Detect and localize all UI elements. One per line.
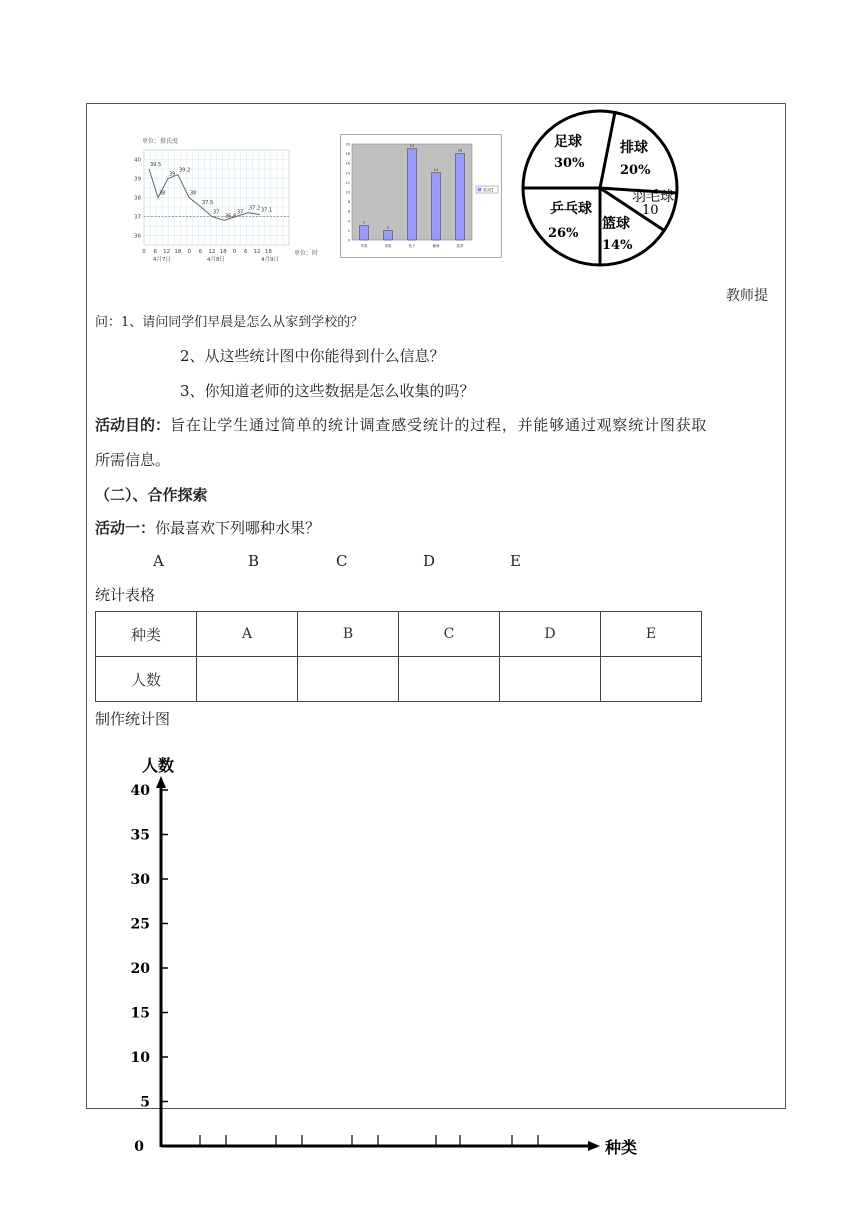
lc-x-tick: 0 [142, 249, 146, 255]
y-tick-label: 10 [130, 1050, 150, 1066]
bc-data-label: 18 [457, 148, 463, 153]
bc-category: 葡萄 [432, 244, 440, 248]
option-c: C [336, 552, 348, 570]
lc-data-label: 38 [159, 190, 166, 197]
lc-date: 4月9日 [261, 257, 279, 263]
table-cell: C [399, 612, 500, 657]
bc-y-tick: 16 [345, 161, 350, 166]
lc-y-tick: 40 [134, 157, 141, 164]
activity-1 [95, 518, 320, 538]
bc-category: 香蕉 [384, 244, 392, 248]
question-1: 问：1、请问同学们早晨是怎么从家到学校的？ [95, 315, 364, 330]
pie-pct-football: 30% [554, 156, 585, 171]
y-tick-label: 35 [130, 827, 150, 844]
pie-label-basketball: 篮球 [602, 216, 630, 232]
lc-x-tick: 6 [243, 249, 248, 255]
bc-data-label: 3 [362, 220, 366, 225]
y-tick-label: 20 [130, 961, 150, 977]
lc-x-tick: 0 [232, 249, 237, 255]
bc-category: 苹果 [360, 244, 368, 248]
question-3: 3、你知道老师的这些数据是怎么收集的吗？ [180, 382, 475, 400]
y-tick-label: 40 [130, 783, 150, 799]
option-e: E [510, 552, 521, 570]
option-b: B [248, 552, 260, 570]
bc-data-label: 19 [409, 143, 415, 148]
sports-pie-chart [518, 106, 686, 268]
table-cell [601, 657, 702, 702]
stat-table [95, 611, 702, 702]
lc-x-tick: 12 [163, 249, 171, 255]
lc-data-label: 36.8 [225, 213, 237, 220]
lc-x-tick: 18 [264, 249, 272, 255]
bc-bar [384, 230, 393, 240]
bc-y-tick: 20 [345, 142, 350, 147]
lc-x-tick: 18 [219, 249, 227, 255]
bc-y-tick: 14 [345, 171, 350, 176]
lc-data-label: 39 [169, 171, 176, 178]
table-cell [399, 657, 500, 702]
table-row [96, 657, 702, 702]
lc-date: 4月8日 [207, 257, 225, 263]
pie-pct-basketball: 14% [602, 238, 633, 253]
table-cell [197, 657, 298, 702]
activity-1-label: 活动一： [95, 519, 156, 537]
option-d: D [423, 552, 436, 570]
pie-pct-pingpong: 26% [548, 226, 579, 241]
activity-1-text: 你最喜欢下列哪种水果？ [155, 519, 321, 537]
bc-data-label: 2 [386, 225, 390, 230]
bc-y-tick: 18 [345, 152, 350, 157]
lc-unit-x: 单位：时 [294, 250, 319, 257]
bc-bar [408, 149, 417, 240]
bc-y-tick: 6 [347, 209, 350, 214]
y-tick-label: 25 [130, 916, 150, 933]
lc-x-tick: 12 [253, 249, 261, 255]
purpose-label: 活动目的： [95, 416, 171, 434]
pie-label-football: 足球 [554, 134, 582, 150]
lc-x-tick: 6 [153, 249, 158, 255]
lc-data-label: 37 [213, 209, 220, 216]
lc-y-tick: 38 [134, 195, 141, 202]
table-title: 统计表格 [95, 586, 156, 604]
bc-category: 菠萝 [456, 244, 464, 248]
bc-bar [360, 226, 369, 240]
table-cell: D [500, 612, 601, 657]
pie-pct-badminton: 10 [642, 203, 659, 218]
table-header-count: 人数 [96, 657, 197, 702]
table-cell: B [298, 612, 399, 657]
bc-bar [432, 173, 441, 240]
axis-ylabel: 人数 [142, 756, 175, 775]
bc-y-tick: 12 [345, 180, 350, 185]
purpose-line-1: 旨在让学生通过简单的统计调查感受统计的过程，并能够通过观察统计图获取 [170, 416, 708, 434]
lc-y-tick: 37 [134, 214, 141, 221]
y-tick-label: 15 [130, 1005, 150, 1022]
bc-y-tick: 2 [347, 228, 350, 233]
lc-x-tick: 18 [174, 249, 182, 255]
bc-y-tick: 8 [347, 200, 350, 205]
chart-title: 制作统计图 [95, 710, 171, 728]
fruit-bar-chart [340, 134, 502, 258]
option-a: A [153, 552, 164, 570]
bc-y-tick: 10 [345, 190, 350, 195]
teacher-prompt: 教师提 [726, 288, 768, 304]
lc-x-tick: 6 [198, 249, 203, 255]
table-header-kind: 种类 [96, 612, 197, 657]
bc-data-label: 14 [433, 167, 439, 172]
lc-data-label: 39.5 [150, 162, 162, 168]
question-2: 2、从这些统计图中你能得到什么信息？ [180, 347, 445, 365]
lc-data-label: 37.2 [249, 205, 261, 212]
y-tick-label: 0 [134, 1139, 144, 1155]
lc-y-tick: 36 [134, 233, 141, 240]
pie-label-badminton: 羽毛球 [632, 189, 674, 205]
lc-data-label: 39.2 [179, 167, 191, 174]
lc-x-tick: 0 [187, 249, 191, 255]
pie-pct-volleyball: 20% [620, 163, 651, 178]
bc-bar [456, 154, 465, 240]
x-axis-arrow [588, 1141, 600, 1151]
table-cell [298, 657, 399, 702]
section-heading: （二）、合作探索 [95, 486, 208, 504]
purpose-line-2: 所需信息。 [95, 451, 171, 469]
blank-axis-chart [120, 750, 650, 1170]
y-axis-arrow [156, 776, 166, 788]
lc-date: 4月7日 [153, 257, 171, 263]
table-cell: E [601, 612, 702, 657]
lc-y-tick: 39 [134, 176, 141, 183]
table-row [96, 612, 702, 657]
pie-label-volleyball: 排球 [620, 140, 648, 156]
bc-legend: 系列1 [483, 187, 494, 193]
purpose-paragraph [95, 415, 707, 435]
lc-unit: 单位：摄氏度 [142, 138, 179, 145]
bc-category: 桔子 [408, 244, 416, 248]
axis-xlabel: 种类 [605, 1138, 638, 1157]
lc-data-label: 37 [237, 209, 244, 216]
table-cell: A [197, 612, 298, 657]
bc-y-tick: 0 [347, 238, 350, 243]
temperature-line-chart [124, 134, 320, 264]
lc-data-label: 37.5 [202, 200, 214, 206]
bc-y-tick: 4 [347, 219, 350, 224]
y-tick-label: 5 [140, 1094, 150, 1111]
lc-data-label: 37.1 [261, 207, 273, 214]
table-cell [500, 657, 601, 702]
lc-data-label: 38 [190, 190, 197, 197]
pie-label-pingpong: 乒乓球 [550, 201, 592, 217]
y-tick-label: 30 [130, 872, 150, 888]
lc-x-tick: 12 [208, 249, 216, 255]
